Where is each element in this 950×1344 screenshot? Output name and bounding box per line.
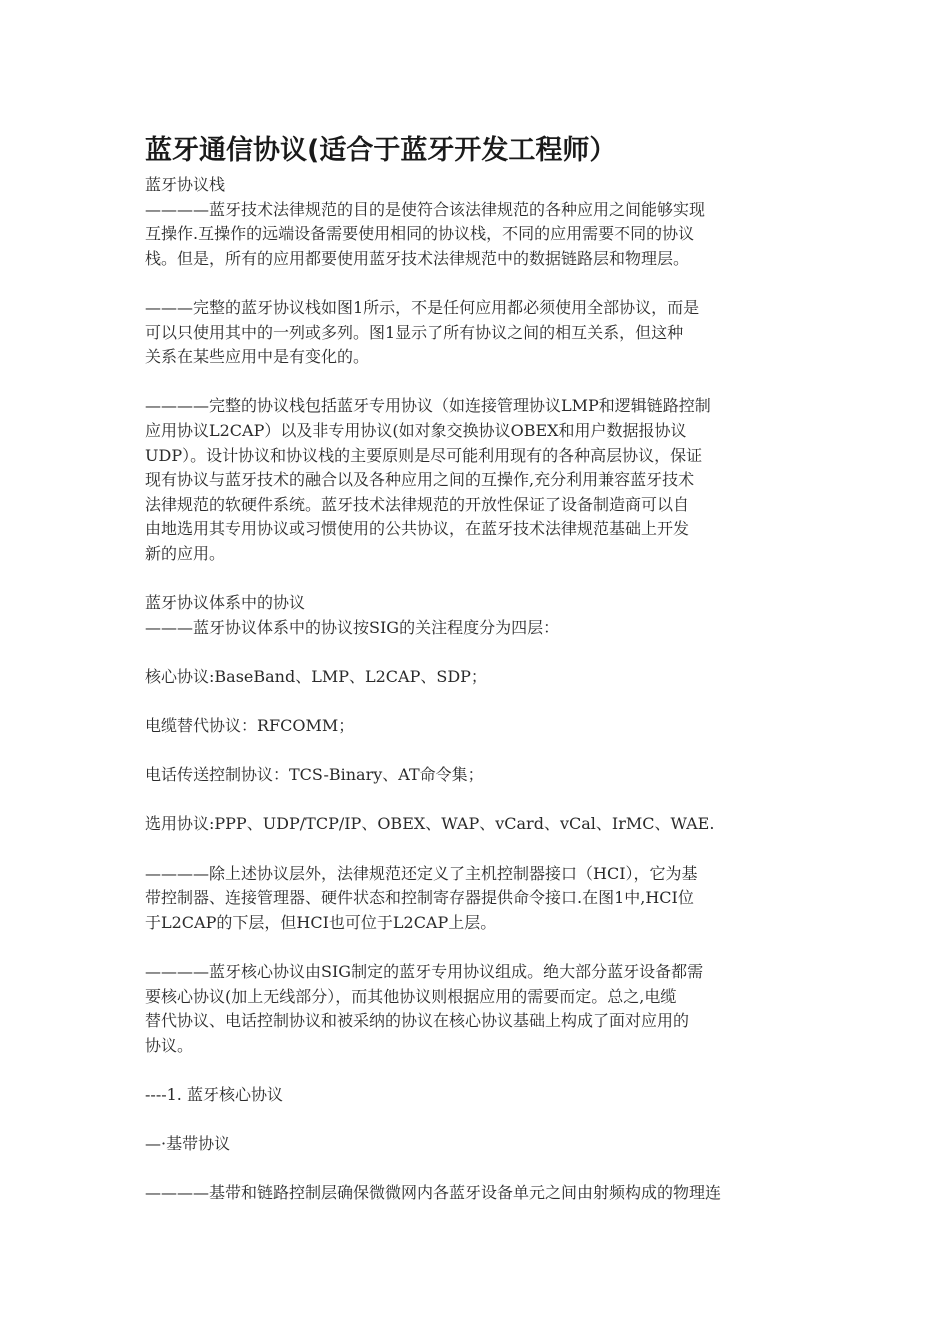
paragraph-gap: [145, 935, 810, 960]
text-line: 关系在某些应用中是有变化的。: [145, 347, 370, 367]
paragraph-gap: [145, 370, 810, 395]
paragraph-gap: [145, 689, 810, 714]
text-line: 栈。但是，所有的应用都要使用蓝牙技术法律规范中的数据链路层和物理层。: [145, 248, 690, 268]
text-line: 协议。: [145, 1035, 194, 1055]
paragraph-gap: [145, 640, 810, 665]
text-line: 于L2CAP的下层，但HCI也可位于L2CAP上层。: [145, 912, 497, 932]
text-line: ———蓝牙协议体系中的协议按SIG的关注程度分为四层：: [145, 617, 560, 637]
text-line: ———完整的蓝牙协议栈如图1所示，不是任何应用都必须使用全部协议，而是: [145, 297, 700, 317]
text-line: —·基带协议: [145, 1134, 231, 1154]
text-line: 蓝牙协议体系中的协议: [145, 593, 306, 613]
text-line: ————基带和链路控制层确保微微网内各蓝牙设备单元之间由射频构成的物理连: [145, 1183, 722, 1203]
text-line: 电缆替代协议：RFCOMM；: [145, 716, 355, 736]
paragraph-gap: [145, 1058, 810, 1083]
text-line: 选用协议:PPP、UDP/TCP/IP、OBEX、WAP、vCard、vCal、IrMC、WAE.: [145, 814, 715, 834]
paragraph-gap: [145, 837, 810, 862]
paragraph-gap: [145, 788, 810, 813]
text-line: ————完整的协议栈包括蓝牙专用协议（如连接管理协议LMP和逻辑链路控制: [145, 396, 711, 416]
text-line: ————蓝牙技术法律规范的目的是使符合该法律规范的各种应用之间能够实现: [145, 199, 706, 219]
text-line: 带控制器、连接管理器、硬件状态和控制寄存器提供命令接口.在图1中,HCI位: [145, 888, 694, 908]
text-line: 核心协议:BaseBand、LMP、L2CAP、SDP；: [145, 666, 487, 686]
text-line: 电话传送控制协议：TCS-Binary、AT命令集；: [145, 765, 484, 785]
paragraph-gap: [145, 1108, 810, 1133]
document-body: [145, 173, 810, 1206]
text-line: 新的应用。: [145, 543, 226, 563]
text-line: 替代协议、电话控制协议和被采纳的协议在核心协议基础上构成了面对应用的: [145, 1011, 690, 1031]
text-line: 应用协议L2CAP）以及非专用协议(如对象交换协议OBEX和用户数据报协议: [145, 420, 687, 440]
paragraph-gap: [145, 567, 810, 592]
document-title: 蓝牙通信协议(适合于蓝牙开发工程师）: [145, 135, 617, 166]
paragraph-gap: [145, 739, 810, 764]
text-line: UDP）。设计协议和协议栈的主要原则是尽可能利用现有的各种高层协议，保证: [145, 445, 703, 465]
text-line: ----1. 蓝牙核心协议: [145, 1084, 283, 1104]
text-line: ————除上述协议层外，法律规范还定义了主机控制器接口（HCI），它为基: [145, 863, 698, 883]
text-line: 可以只使用其中的一列或多列。图1显示了所有协议之间的相互关系，但这种: [145, 322, 684, 342]
paragraph-gap: [145, 1157, 810, 1182]
text-line: 法律规范的软硬件系统。蓝牙技术法律规范的开放性保证了设备制造商可以自: [145, 494, 690, 514]
text-line: 现有协议与蓝牙技术的融合以及各种应用之间的互操作,充分利用兼容蓝牙技术: [145, 470, 695, 490]
text-line: ————蓝牙核心协议由SIG制定的蓝牙专用协议组成。绝大部分蓝牙设备都需: [145, 962, 704, 981]
paragraph-gap: [145, 271, 810, 296]
text-line: 蓝牙协议栈: [145, 175, 226, 194]
text-line: 互操作.互操作的远端设备需要使用相同的协议栈，不同的应用需要不同的协议: [145, 224, 695, 244]
text-line: 由地选用其专用协议或习惯使用的公共协议，在蓝牙技术法律规范基础上开发: [145, 519, 690, 539]
text-line: 要核心协议(加上无线部分），而其他协议则根据应用的需要而定。总之,电缆: [145, 986, 677, 1006]
